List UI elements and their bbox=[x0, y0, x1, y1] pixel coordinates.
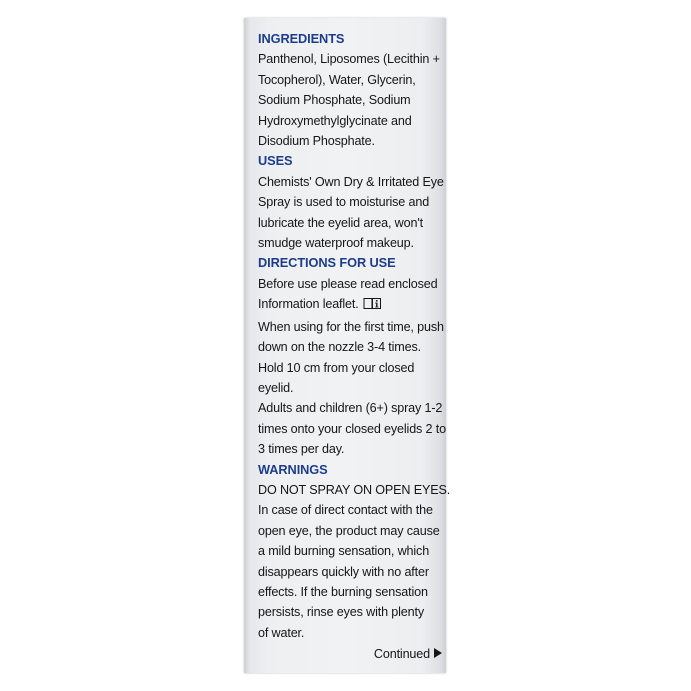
play-arrow-icon bbox=[434, 648, 442, 658]
uses-line: Spray is used to moisturise and bbox=[258, 195, 430, 210]
leaflet-info-icon bbox=[363, 296, 382, 316]
warnings-heading: WARNINGS bbox=[258, 461, 328, 477]
warnings-line: In case of direct contact with the bbox=[258, 503, 433, 518]
directions-line: Hold 10 cm from your closed bbox=[258, 360, 415, 375]
ingredients-line: Disodium Phosphate. bbox=[258, 134, 375, 149]
uses-heading: USES bbox=[258, 153, 293, 169]
directions-line: When using for the first time, push bbox=[258, 319, 444, 334]
directions-line: Adults and children (6+) spray 1-2 bbox=[258, 401, 443, 416]
warnings-line: persists, rinse eyes with plenty bbox=[258, 605, 424, 620]
directions-line: Before use please read enclosed bbox=[258, 276, 438, 291]
uses-line: lubricate the eyelid area, won't bbox=[258, 215, 423, 230]
ingredients-heading: INGREDIENTS bbox=[258, 31, 345, 46]
warnings-line: a mild burning sensation, which bbox=[258, 544, 430, 559]
warnings-line: disappears quickly with no after bbox=[258, 564, 429, 579]
directions-heading: DIRECTIONS FOR USE bbox=[258, 255, 396, 271]
warnings-line: open eye, the product may cause bbox=[258, 523, 440, 538]
warnings-line: effects. If the burning sensation bbox=[258, 584, 428, 599]
package-side-panel bbox=[244, 18, 451, 673]
directions-line-with-icon bbox=[258, 294, 444, 316]
ingredients-line: Sodium Phosphate, Sodium bbox=[258, 93, 411, 108]
directions-line: down on the nozzle 3-4 times. bbox=[258, 340, 421, 355]
directions-line: times onto your closed eyelids 2 to bbox=[258, 421, 446, 436]
ingredients-line: Panthenol, Liposomes (Lecithin + bbox=[258, 52, 440, 67]
continued-note bbox=[374, 647, 442, 661]
warnings-line: of water. bbox=[258, 625, 305, 640]
ingredients-line: Tocopherol), Water, Glycerin, bbox=[258, 72, 416, 87]
uses-line: smudge waterproof makeup. bbox=[258, 236, 414, 251]
label-text-block bbox=[258, 29, 451, 643]
directions-line: eyelid. bbox=[258, 380, 294, 395]
continued-label: Continued bbox=[373, 647, 430, 661]
uses-line: Chemists' Own Dry & Irritated Eye bbox=[258, 174, 444, 189]
warnings-line: DO NOT SPRAY ON OPEN EYES. bbox=[258, 482, 451, 497]
directions-line: Information leaflet. bbox=[258, 297, 359, 312]
directions-line: 3 times per day. bbox=[258, 442, 345, 457]
ingredients-line: Hydroxymethylglycinate and bbox=[258, 113, 412, 128]
